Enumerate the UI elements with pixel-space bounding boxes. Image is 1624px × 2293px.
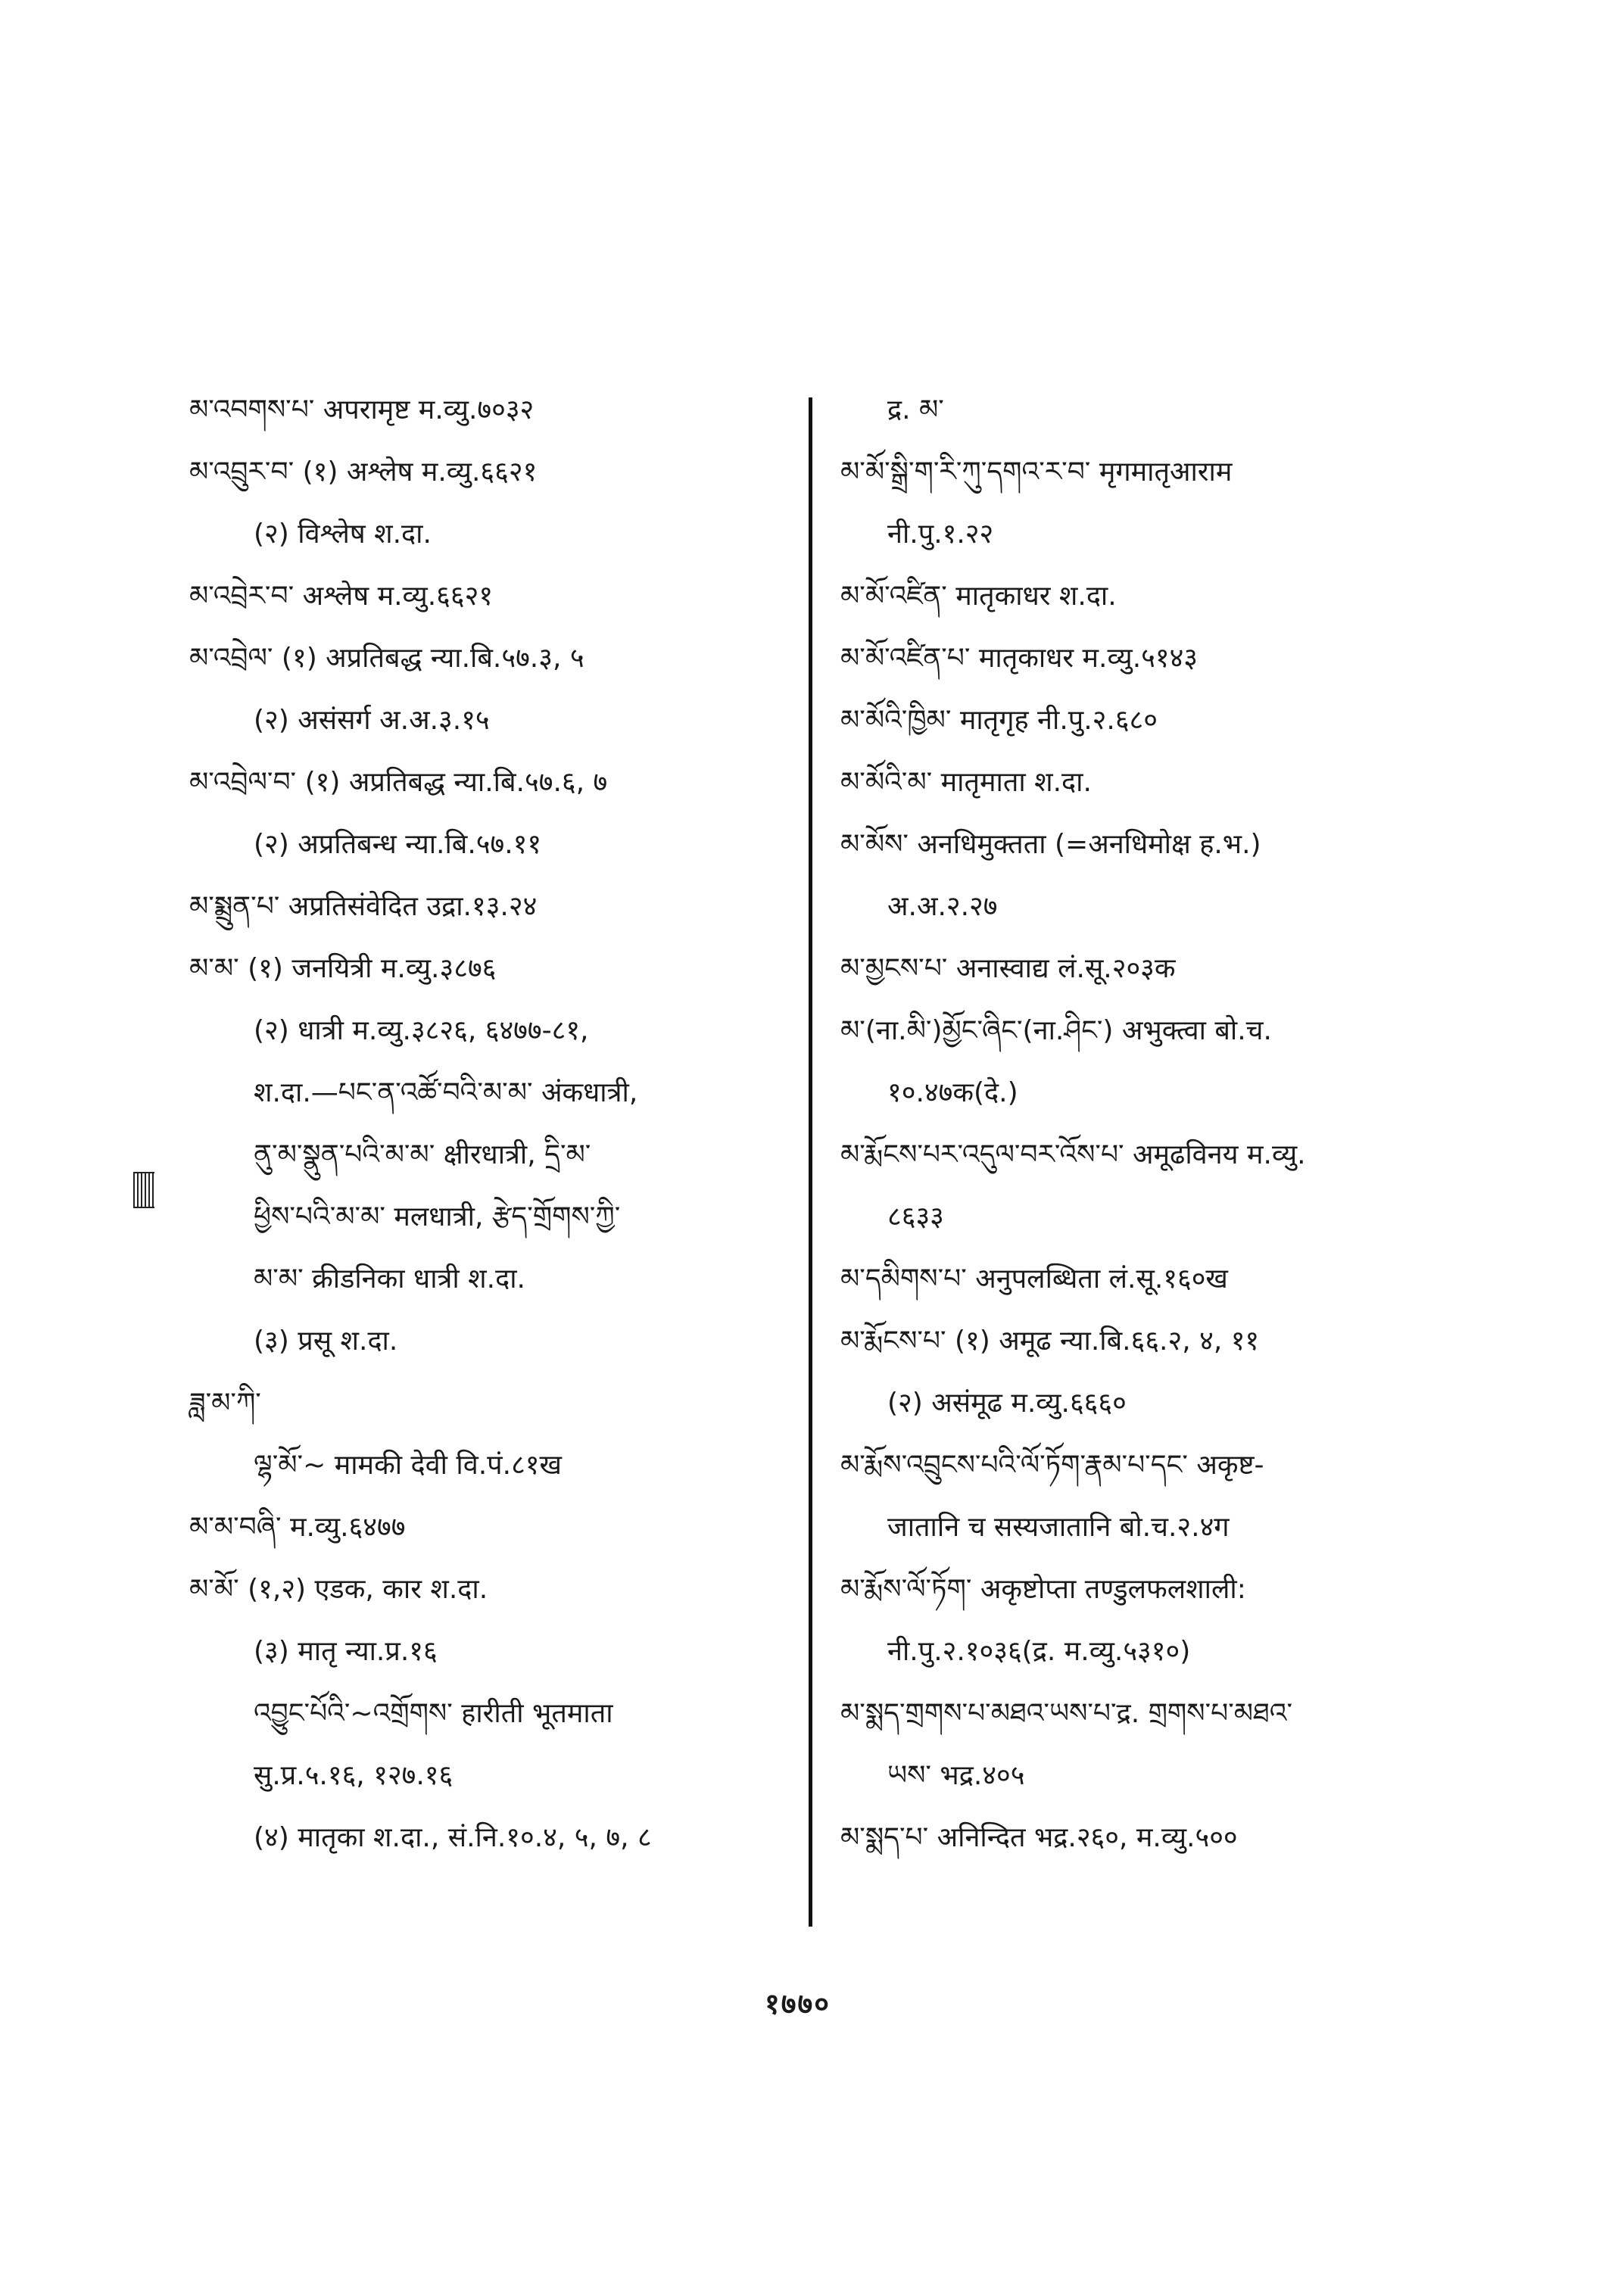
entry-continuation: श.दा.—པང་ན་འཚོ་བའི་མ་མ་ अंकधात्री, — [254, 1077, 638, 1108]
entry-continuation: (३) मातृ न्या.प्र.१६ — [254, 1636, 438, 1667]
entry-continuation: ཕྱིས་པའི་མ་མ་ मलधात्री, རྩེད་གྲོགས་ཀྱི་ — [254, 1201, 621, 1232]
entry: མ་དམིགས་པ་ अनुपलब्धिता लं.सू.१६०ख — [840, 1263, 1228, 1294]
entry: མ་འབྲེར་བ་ अश्लेष म.व्यु.६६२१ — [189, 581, 494, 612]
entry: མ་མོ་འཛིན་ मातृकाधर श.दा. — [840, 581, 1117, 612]
entry-continuation: (४) मातृका श.दा., सं.नि.१०.४, ५, ७, ८ — [254, 1822, 652, 1853]
entry: མ་མོའི་ཁྱིམ་ मातृगृह नी.पु.२.६८० — [840, 705, 1158, 736]
entry: མ་མོ་སྒྲི་ག་རི་ཀུ་དགའ་ར་བ་ मृगमातृआराम — [840, 456, 1233, 488]
entry: མ་མོ་འཛིན་པ་ मातृकाधर म.व्यु.५१४३ — [840, 643, 1199, 674]
entry: མ་མ་བཞི་ म.व्यु.६४७७ — [189, 1512, 406, 1543]
entry: མ་རྨོས་འབྲུངས་པའི་ལོ་ཏོག་རྣམ་པ་དང་ अकृष्ट- — [840, 1450, 1264, 1481]
page-number: १७७० — [765, 1987, 831, 2020]
entry-continuation: ཡས་ भद्र.४०५ — [887, 1760, 1025, 1791]
entry: མ་མྱངས་པ་ अनास्वाद्य लं.सू.२०३क — [840, 953, 1176, 984]
entry: མ་མོས་ अनधिमुक्तता (=अनधिमोक्ष ह.भ.) — [840, 829, 1261, 860]
entry: མ་འབྲེལ་ (१) अप्रतिबद्ध न्या.बि.५७.३, ५ — [189, 643, 584, 674]
entry: མ་(ना.མི་)མྱོང་ཞིང་(ना.ཤིང་) अभुक्त्वा बो.च. — [840, 1015, 1272, 1046]
entry-continuation: (२) अप्रतिबन्ध न्या.बि.५७.११ — [254, 829, 542, 860]
column-divider — [809, 397, 812, 1927]
entry: མ་རྨོས་ལོ་ཏོག་ अकृष्टोप्ता तण्डुलफलशाली: — [840, 1574, 1246, 1605]
entry-continuation: ནུ་མ་སྣུན་པའི་མ་མ་ क्षीरधात्री, དྲི་མ་ — [254, 1139, 591, 1170]
entry: མ་སྨད་པ་ अनिन्दित भद्र.२६०, म.व्यु.५०० — [840, 1822, 1238, 1853]
entry-continuation: མ་མ་ क्रीडनिका धात्री श.दा. — [254, 1263, 525, 1294]
entry-continuation: (२) धात्री म.व्यु.३८२६, ६४७७-८१, — [254, 1015, 589, 1046]
entry-continuation: नी.पु.२.१०३६(द्र. म.व्यु.५३१०) — [887, 1636, 1191, 1667]
entry-continuation: (२) विश्लेष श.दा. — [254, 519, 432, 550]
entry-continuation: (३) प्रसू श.दा. — [254, 1326, 398, 1357]
entry-continuation: ལྷ་མོ་~ मामकी देवी वि.पं.८१ख — [254, 1450, 562, 1481]
entry: མ་མོའི་མ་ मातृमाता श.दा. — [840, 767, 1092, 798]
entry: མ་འབྲུར་བ་ (१) अश्लेष म.व्यु.६६२१ — [189, 456, 538, 488]
entry-continuation: द्र. མ་ — [887, 394, 944, 425]
entry-continuation: (२) असंमूढ म.व्यु.६६६० — [887, 1388, 1127, 1419]
entry: མ་སྨྲུན་པ་ अप्रतिसंवेदित उद्रा.१३.२४ — [189, 891, 538, 922]
entry-continuation: ८६३३ — [887, 1201, 944, 1232]
entry-continuation: अ.अ.२.२७ — [887, 891, 998, 922]
margin-barcode-mark — [133, 1172, 154, 1208]
entry: མ་རྨོངས་པ་ (१) अमूढ न्या.बि.६६.२, ४, ११ — [840, 1326, 1260, 1357]
entry: མ་འབྲེལ་བ་ (१) अप्रतिबद्ध न्या.बि.५७.६, ७ — [189, 767, 608, 798]
entry: ཟླ་མ་ཀི་ — [189, 1388, 261, 1419]
entry-continuation: १०.४७क(दे.) — [887, 1077, 1018, 1108]
entry-continuation: सु.प्र.५.१६, १२७.१६ — [254, 1760, 454, 1791]
entry-continuation: འབྱུང་པོའི་~འགྲོགས་ हारीती भूतमाता — [254, 1698, 613, 1729]
entry: མ་འབགས་པ་ अपरामृष्ट म.व्यु.७०३२ — [189, 394, 535, 425]
entry: མ་རྨོངས་པར་འདུལ་བར་འོས་པ་ अमूढविनय म.व्यु. — [840, 1139, 1306, 1170]
entry-continuation: जातानि च सस्यजातानि बो.च.२.४ग — [887, 1512, 1230, 1543]
entry: མ་མ་ (१) जनयित्री म.व्यु.३८७६ — [189, 953, 497, 984]
entry: མ་སྨད་གྲགས་པ་མཐའ་ཡས་པ་द्र. གྲགས་པ་མཐའ་ — [840, 1698, 1293, 1729]
entry: མ་མོ་ (१,२) एडक, कार श.दा. — [189, 1574, 488, 1605]
entry-continuation: नी.पु.१.२२ — [887, 519, 994, 550]
entry-continuation: (२) असंसर्ग अ.अ.३.१५ — [254, 705, 490, 736]
